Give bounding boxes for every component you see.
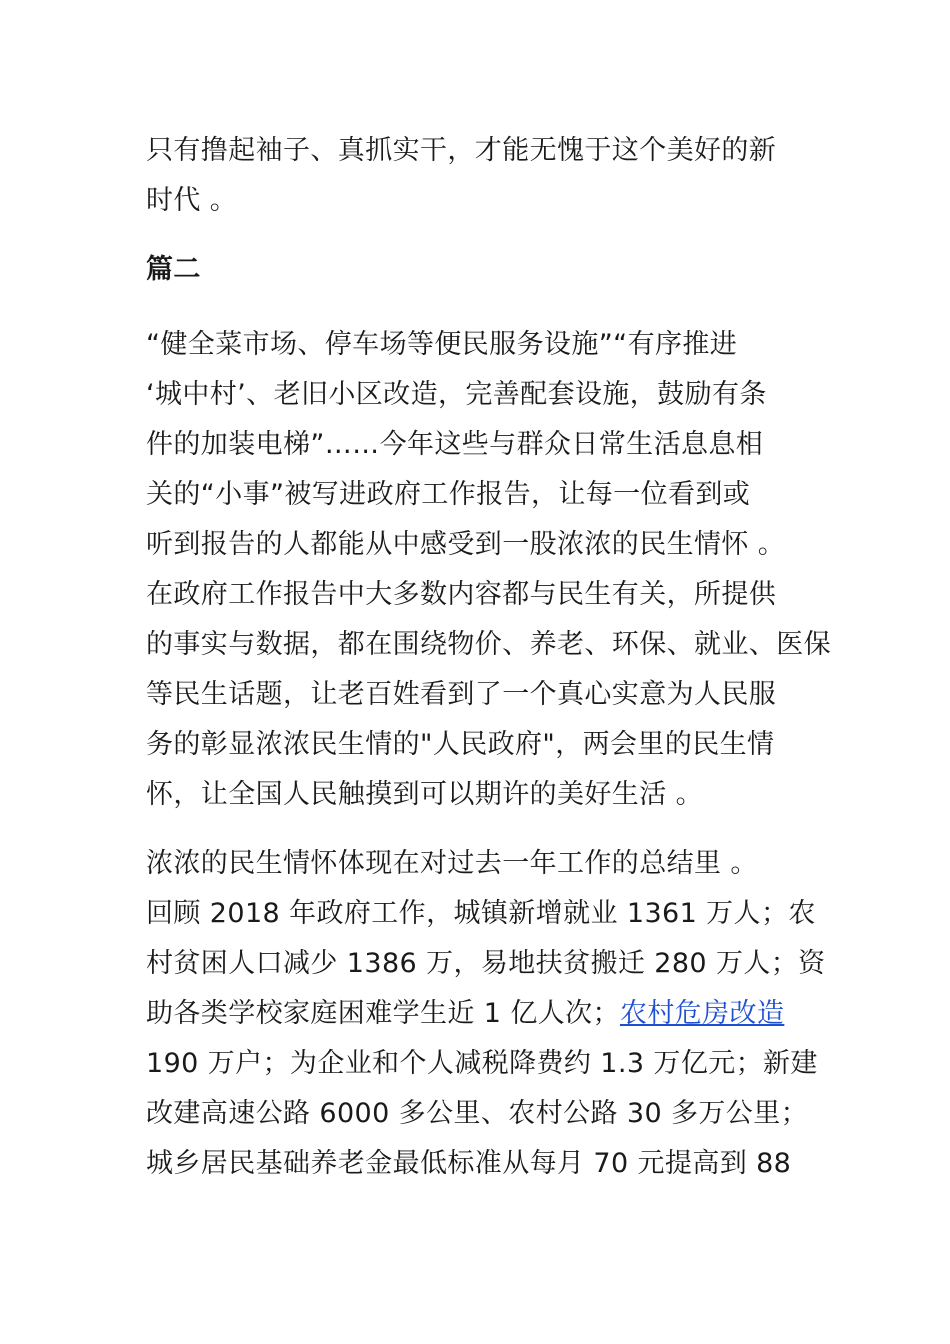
text-line: 关的“小事”被写进政府工作报告，让每一位看到或 bbox=[146, 479, 751, 510]
section-heading: 篇二 bbox=[146, 254, 201, 285]
text-line: 等民生话题，让老百姓看到了一个真心实意为人民服 bbox=[146, 679, 777, 710]
text-line: 务的彰显浓浓民生情的"人民政府"，两会里的民生情 bbox=[146, 729, 775, 760]
text-line: 村贫困人口减少 1386 万，易地扶贫搬迁 280 万人；资 bbox=[146, 948, 826, 979]
text-segment: 助各类学校家庭困难学生近 1 亿人次； bbox=[146, 998, 620, 1029]
text-line: ‘城中村’、老旧小区改造，完善配套设施，鼓励有条 bbox=[146, 379, 767, 410]
text-line: 怀，让全国人民触摸到可以期许的美好生活 。 bbox=[146, 779, 703, 810]
hyperlink-rural-housing[interactable]: 农村危房改造 bbox=[619, 998, 785, 1029]
text-line: 的事实与数据，都在围绕物价、养老、环保、就业、医保 bbox=[146, 629, 831, 660]
text-line: “健全菜市场、停车场等便民服务设施”“有序推进 bbox=[146, 329, 738, 360]
text-line: 回顾 2018 年政府工作，城镇新增就业 1361 万人；农 bbox=[146, 898, 816, 929]
text-line: 改建高速公路 6000 多公里、农村公路 30 多万公里； bbox=[146, 1098, 808, 1129]
text-line: 只有撸起袖子、真抓实干，才能无愧于这个美好的新 bbox=[146, 135, 777, 166]
text-line: 听到报告的人都能从中感受到一股浓浓的民生情怀 。 bbox=[146, 529, 786, 560]
text-line: 城乡居民基础养老金最低标准从每月 70 元提高到 88 bbox=[146, 1148, 792, 1179]
text-line: 在政府工作报告中大多数内容都与民生有关，所提供 bbox=[146, 579, 777, 610]
text-line: 时代 。 bbox=[146, 185, 238, 216]
text-line: 件的加装电梯”……今年这些与群众日常生活息息相 bbox=[146, 429, 764, 460]
text-line: 浓浓的民生情怀体现在对过去一年工作的总结里 。 bbox=[146, 848, 758, 879]
text-line: 190 万户；为企业和个人减税降费约 1.3 万亿元；新建 bbox=[146, 1048, 818, 1079]
text-line-with-link bbox=[146, 989, 784, 1039]
